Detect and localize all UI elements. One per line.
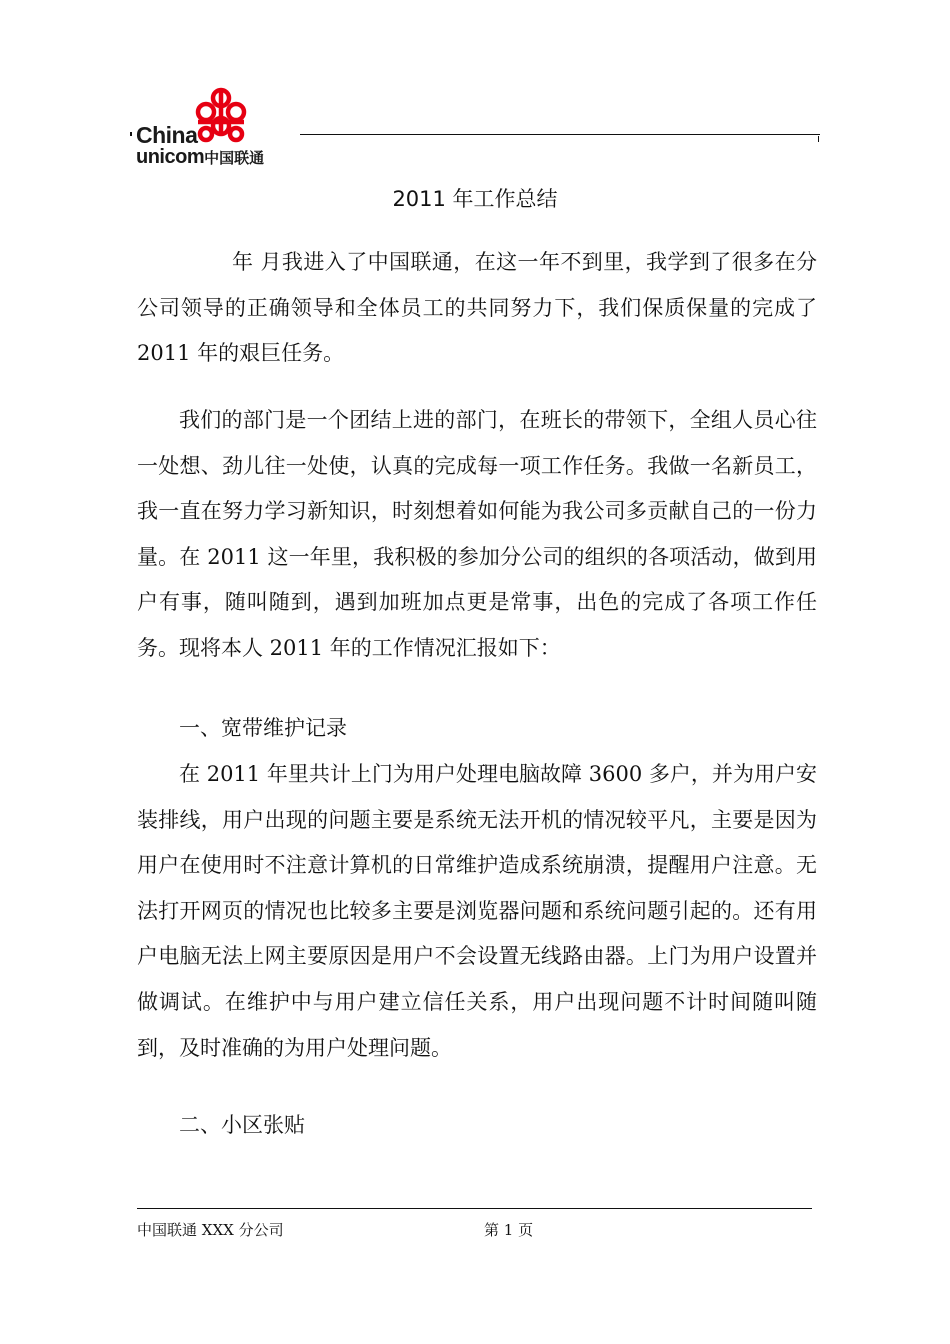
footer-company: 中国联通 XXX 分公司: [137, 1221, 284, 1239]
paragraph-department: 我们的部门是一个团结上进的部门，在班长的带领下，全组人员心往一处想、劲儿往一处使，认真的完成每一项工作任务。我做一名新员工，我一直在努力学习新知识，时刻想着如何能为我公司多贡献自己的一份力量。在 2011 这一年里，我积极的参加分公司的组织的各项活动，做到用户有事，随叫随到，遇到加班加点更是常事，出色的完成了各项工作任务。现将本人 2011 年的工作情况汇报如下：: [137, 408, 817, 660]
footer-page-number: 第 1 页: [484, 1221, 534, 1239]
logo-text-china: China: [136, 122, 198, 148]
paragraph-broadband: 在 2011 年里共计上门为用户处理电脑故障 3600 多户，并为用户安装排线，用户出现的问题主要是系统无法开机的情况较平凡，主要是因为用户在使用时不注意计算机的日常维护造成系统崩溃，提醒用户注意。无法打开网页的情况也比较多主要是浏览器问题和系统问题引起的。还有用户电脑无法上网主要原因是用户不会设置无线路由器。上门为用户设置并做调试。在维护中与用户建立信任关系，用户出现问题不计时间随叫随到，及时准确的为用户处理问题。: [137, 762, 817, 1060]
logo-text-unicom: unicom中国联通: [136, 146, 265, 168]
section-heading-posting: 二、小区张贴: [179, 1113, 305, 1137]
paragraph-intro-rest: 在分公司领导的正确领导和全体员工的共同努力下，我们保质保量的完成了 2011 年的艰巨任务。: [137, 250, 817, 366]
paragraph-intro: [137, 240, 817, 377]
logo-text-chinese: 中国联通: [204, 150, 265, 167]
paragraph-intro-lead: 年 月我进入了中国联通，在这一年不到里，我学到了很多: [232, 250, 775, 274]
header-tick: [818, 136, 819, 142]
footer-rule: [137, 1208, 812, 1209]
header-rule: [300, 134, 820, 135]
section-heading-broadband: 一、宽带维护记录: [179, 716, 347, 740]
document-title: 2011 年工作总结: [392, 187, 558, 211]
